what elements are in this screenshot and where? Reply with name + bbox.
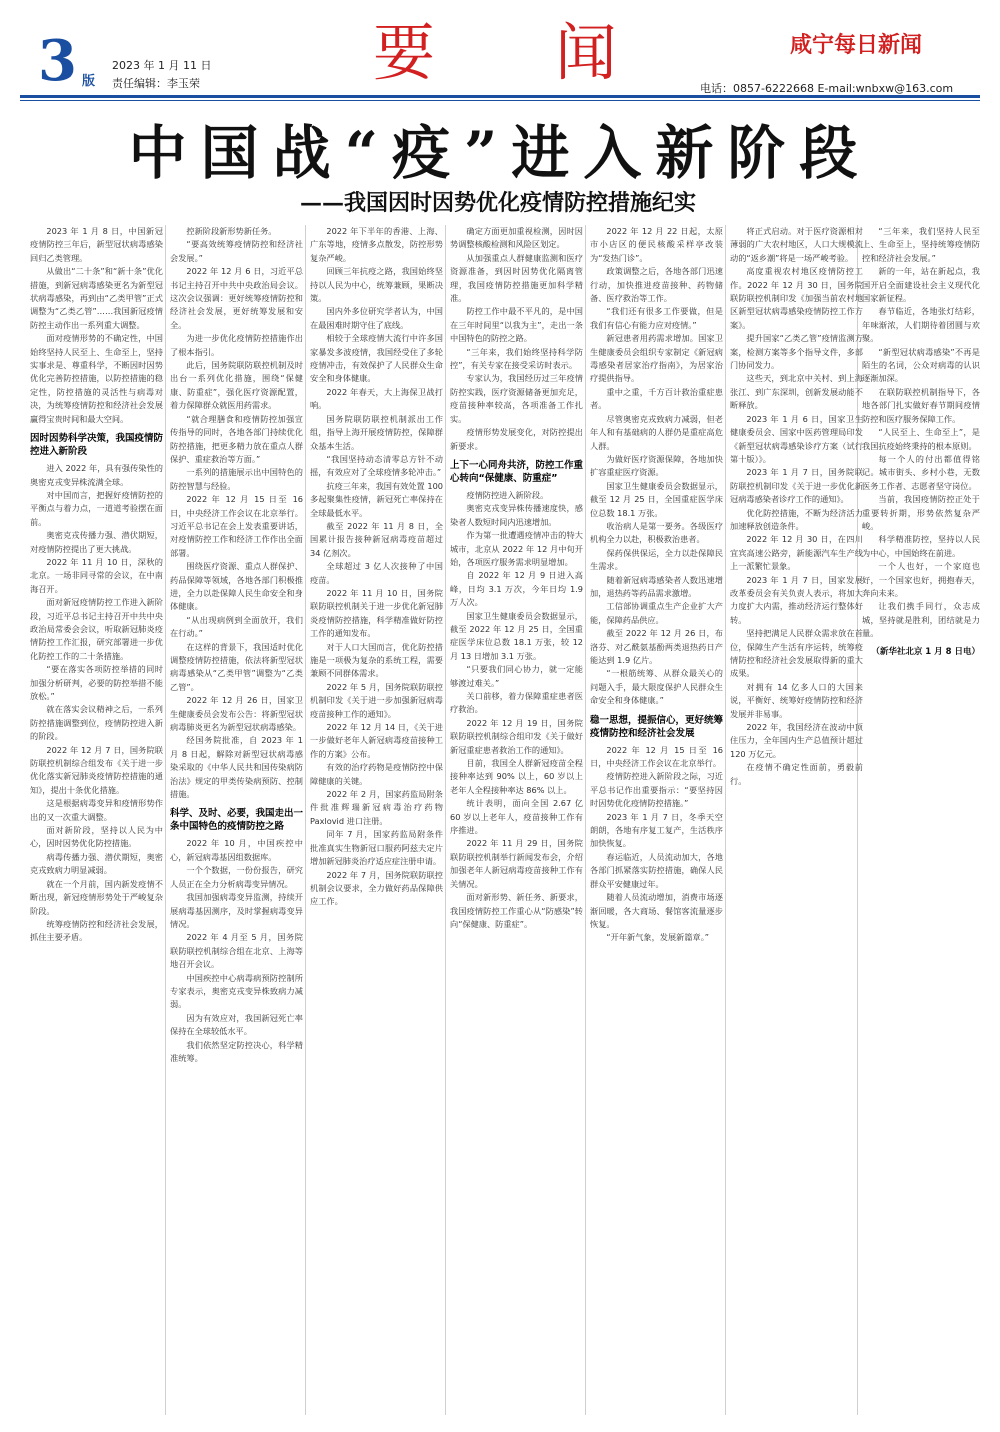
- paragraph: 面对新阶段，坚持以人民为中心，因时因势优化防控措施。: [30, 825, 163, 849]
- paragraph: 2022 年 11 月 10 日，深秋的北京。一场非同寻常的会议，在中南海召开。: [30, 556, 163, 594]
- paragraph: 2023 年 1 月 7 日，国家发展改革委员会有关负责人表示，将加大力度扩大内需，推动经济运行整体好转。: [730, 574, 863, 625]
- paragraph: 这些天，到北京中关村、到上海张江、到广东深圳，创新发展动能不断释放。: [730, 373, 863, 411]
- paragraph: 为做好医疗资源保障，各地加快扩容重症医疗资源。: [590, 453, 723, 478]
- paragraph: 2022 年 12 月 22 日起，太原市小店区的便民核酸采样亭改装为“发热门诊”。: [590, 226, 723, 263]
- paragraph: 国务院联防联控机制派出工作组，指导上海开展疫情防控，保障群众基本生活。: [310, 413, 443, 451]
- paragraph: 一个人也好，一个家庭也好，一个国家也好，拥抱春天，奔向未来。: [862, 561, 980, 598]
- paragraph: 在联防联控机制指导下，各地各部门扎实做好春节期间疫情防控和医疗服务保障工作。: [862, 386, 980, 424]
- section-heading: 上下一心同舟共济，防控工作重心转向“保健康、防重症”: [450, 459, 583, 484]
- publication-date: 2023 年 1 月 11 日: [112, 59, 212, 72]
- paragraph: “人民至上、生命至上”，是我国抗疫始终秉持的根本原则。: [862, 427, 980, 451]
- paragraph: 坚持把满足人民群众需求放在首位，保障生产生活有序运转，统筹疫情防控和经济社会发展取得新的重大成果。: [730, 628, 863, 679]
- paragraph: 新的一年，站在新起点，我国开启全面建设社会主义现代化国家新征程。: [862, 266, 980, 304]
- column-divider: [305, 225, 306, 1415]
- paragraph: 就在一个月前，国内新发疫情不断出现，新冠疫情形势处于严峻复杂阶段。: [30, 878, 163, 916]
- article-headline: 中国战“疫”进入新阶段: [128, 119, 872, 187]
- paragraph: 2022 年春天，大上海保卫战打响。: [310, 386, 443, 411]
- paragraph: 目前，我国全人群新冠疫苗全程接种率达到 90% 以上，60 岁以上老年人全程接种率达 86% 以上。: [450, 758, 583, 795]
- paragraph: 从加强重点人群健康监测和医疗资源准备，到因时因势优化隔离管理，我国疫情防控措施更加科学精准。: [450, 252, 583, 304]
- paragraph: 2022 年 12 月 6 日，习近平总书记主持召开中共中央政治局会议。这次会议强调：更好统筹疫情防控和经济社会发展，更好统筹发展和安全。: [170, 266, 303, 330]
- paragraph: 2022 年 2 月，国家药监局附条件批准辉瑞新冠病毒治疗药物 Paxlovid 进口注册。: [310, 789, 443, 826]
- section-title: 要闻: [372, 16, 737, 89]
- column-divider: [725, 225, 726, 1415]
- paragraph: “三年来，我们坚持人民至上、生命至上，坚持统筹疫情防控和经济社会发展。”: [862, 226, 980, 263]
- paragraph: 2022 年下半年的香港、上海、广东等地，疫情多点散发，防控形势复杂严峻。: [310, 226, 443, 263]
- paragraph: 一系列的措施展示出中国特色的防控智慧与经验。: [170, 467, 303, 491]
- paragraph: 对拥有 14 亿多人口的大国来说，平衡好、统筹好疫情防控和经济发展并非易事。: [730, 681, 863, 719]
- paragraph: 2022 年 12 月 14 日，《关于进一步做好老年人新冠病毒疫苗接种工作的方案》公布。: [310, 722, 443, 759]
- paragraph: 2022 年 11 月 10 日，国务院联防联控机制关于进一步优化新冠肺炎疫情防控措施，科学精准做好防控工作的通知发布。: [310, 587, 443, 639]
- paragraph: 这是根据病毒变异和疫情形势作出的又一次重大调整。: [30, 798, 163, 822]
- header-rule: [20, 95, 980, 98]
- article-column-5: [590, 225, 723, 1415]
- paragraph: “就合理膳食和疫情防控加强宣传指导的同时，各地各部门持续优化防控措施，把更多精力放在重点人群保护、重症救治等方面。”: [170, 413, 303, 464]
- paragraph: 国家卫生健康委员会数据显示，截至 2022 年 12 月 25 日，全国重症医学床位总数 18.1 万张，较 12 月 13 日增加 3.1 万张。: [450, 610, 583, 661]
- section-heading: 科学、及时、必要，我国走出一条中国特色的疫情防控之路: [170, 808, 303, 833]
- paragraph: 2023 年 1 月 7 日，冬季天空朗朗，各地有序复工复产，生活秩序加快恢复。: [590, 811, 723, 849]
- paragraph: 经国务院批准，自 2023 年 1 月 8 日起，解除对新型冠状病毒感染采取的《中华人民共和国传染病防治法》规定的甲类传染病预防、控制措施。: [170, 735, 303, 800]
- paragraph: 面对新冠疫情防控工作进入新阶段，习近平总书记主持召开中共中央政治局常委会会议，听取新冠肺炎疫情防控工作汇报，研究部署进一步优化防控工作的二十条措施。: [30, 597, 163, 661]
- paragraph: 2022 年 11 月 29 日，国务院联防联控机制举行新闻发布会，介绍加强老年人新冠病毒疫苗接种工作有关情况。: [450, 838, 583, 889]
- paragraph: “新型冠状病毒感染”不再是陌生的名词，公众对病毒的认识逐渐加深。: [862, 346, 980, 384]
- paragraph: 防控工作中最不平凡的，是中国在三年时间里“以我为主”，走出一条中国特色的防控之路。: [450, 306, 583, 344]
- paragraph: 将正式启动。对于医疗资源相对薄弱的广大农村地区，人口大规模流动的“返乡潮”将是一场严峻考验。: [730, 226, 863, 263]
- paragraph: 截至 2022 年 12 月 26 日，布洛芬、对乙酰氨基酚两类退热药日产能达到 1.9 亿片。: [590, 628, 723, 665]
- paragraph: 工信部协调重点生产企业扩大产能，保障药品供应。: [590, 601, 723, 625]
- paragraph: 2022 年 12 月 15 日至 16 日，中央经济工作会议在北京举行。: [590, 744, 723, 769]
- news-agency-credit: （新华社北京 1 月 8 日电）: [871, 646, 980, 657]
- paragraph: 收治病人是第一要务。各级医疗机构全力以赴，积极救治患者。: [590, 520, 723, 545]
- article-subheadline: ——我国因时因势优化疫情防控措施纪实: [300, 190, 697, 216]
- paragraph: “要在落实各项防控举措的同时加强分析研判，必要的防控举措不能放松。”: [30, 664, 163, 701]
- contact-info: 电话：0857-6222668 E-mail:wnbxw@163.com: [700, 82, 954, 95]
- paragraph: 关口前移，着力保障重症患者医疗救治。: [450, 691, 583, 715]
- article-column-1: [30, 225, 163, 1415]
- paragraph: 奥密克戎传播力强、潜伏期短，对疫情防控提出了更大挑战。: [30, 530, 163, 554]
- paragraph: 2022 年 10 月，中国疾控中心，新冠病毒基因组数据库。: [170, 838, 303, 862]
- article-column-6: [730, 225, 863, 1415]
- paragraph: 对于人口大国而言，优化防控措施是一项极为复杂的系统工程，需要兼顾不同群体需求。: [310, 641, 443, 679]
- paragraph: 疫情防控进入新阶段。: [466, 489, 549, 500]
- paragraph: 政策调整之后，各地各部门迅速行动，加快推进疫苗接种、药物储备、医疗救治等工作。: [590, 266, 723, 304]
- paragraph: 我们依然坚定防控决心，科学精准统筹。: [170, 1039, 303, 1063]
- paragraph: 高度重视农村地区疫情防控工作。2022 年 12 月 30 日，国务院联防联控机制印发《加强当前农村地区新型冠状病毒感染疫情防控工作方案》。: [730, 266, 863, 330]
- article-column-3: [310, 225, 443, 1415]
- paragraph: 科学精准防控，坚持以人民为中心，中国始终在前进。: [862, 534, 980, 558]
- paragraph: 相较于全球疫情大流行中许多国家暴发多波疫情，我国经受住了多轮疫情冲击，有效保护了人民群众生命安全和身体健康。: [310, 333, 443, 384]
- paragraph: 保药保供保运，全力以赴保障民生需求。: [590, 547, 723, 572]
- paragraph: 2022 年 12 月 30 日，在四川宜宾高速公路旁，新能源汽车生产线上一派繁忙景象。: [730, 534, 863, 572]
- paragraph: 面对新形势、新任务、新要求，我国疫情防控工作重心从“防感染”转向“保健康、防重症”。: [450, 892, 583, 929]
- paragraph: 全球超过 3 亿人次接种了中国疫苗。: [310, 561, 443, 585]
- paragraph: 控新阶段新形势新任务。: [186, 226, 277, 236]
- paragraph: 为进一步优化疫情防控措施作出了根本指引。: [170, 333, 303, 357]
- paragraph: 截至 2022 年 11 月 8 日，全国累计报告接种新冠病毒疫苗超过 34 亿剂次。: [310, 520, 443, 558]
- paragraph: 春节临近，各地张灯结彩，年味渐浓，人们期待着团圆与欢聚。: [862, 306, 980, 344]
- section-heading: 稳一思想，提振信心，更好统筹疫情防控和经济社会发展: [590, 714, 723, 739]
- column-divider: [445, 225, 446, 1415]
- paragraph: 从做出“二十条”和“新十条”优化措施，到新冠病毒感染更名为新型冠状病毒感染，再到由“乙类甲管”正式调整为“乙类乙管”……我国新冠疫情防控主动作出一系列重大调整。: [30, 266, 163, 330]
- paragraph: “要高效统筹疫情防控和经济社会发展。”: [170, 239, 303, 263]
- header-rule-thin: [20, 100, 980, 101]
- paragraph: “开年新气象，发展新篇章。”: [606, 932, 710, 943]
- paragraph: 国家卫生健康委员会数据显示，截至 12 月 25 日，全国重症医学床位总数 18.1 万张。: [590, 480, 723, 518]
- page-number-suffix: 版: [82, 74, 96, 89]
- paragraph: 统筹疫情防控和经济社会发展，抓住主要矛盾。: [30, 918, 163, 943]
- paragraph: 因为有效应对，我国新冠死亡率保持在全球较低水平。: [170, 1012, 303, 1037]
- paragraph: 2022 年 12 月 15 日至 16 日，中央经济工作会议在北京举行。习近平总书记在会上发表重要讲话，对疫情防控工作和经济工作作出全面部署。: [170, 494, 303, 558]
- paragraph: 2022 年 12 月 7 日，国务院联防联控机制综合组发布《关于进一步优化落实新冠肺炎疫情防控措施的通知》，提出十条优化措施。: [30, 744, 163, 795]
- paragraph: 有效的治疗药物是疫情防控中保障健康的关键。: [310, 762, 443, 786]
- paragraph: 2022 年 5 月，国务院联防联控机制印发《关于进一步加强新冠病毒疫苗接种工作的通知》。: [310, 681, 443, 719]
- paragraph: “从出现病例到全面放开，我们在行动。”: [170, 614, 303, 639]
- section-heading: 因时因势科学决策，我国疫情防控进入新阶段: [30, 433, 163, 458]
- paragraph: “只要我们同心协力，就一定能够渡过难关。”: [450, 664, 583, 688]
- column-divider: [165, 225, 166, 1415]
- paragraph: 就在落实会议精神之后，一系列防控措施调整到位，疫情防控进入新的阶段。: [30, 704, 163, 742]
- paragraph: 进入 2022 年，具有强传染性的奥密克戎变异株流满全球。: [30, 463, 163, 487]
- paragraph: 当前，我国疫情防控正处于重要转折期，形势依然复杂严峻。: [862, 494, 980, 531]
- paragraph: 春运临近，人员流动加大，各地各部门抓紧落实防控措施，确保人民群众平安健康过年。: [590, 851, 723, 889]
- paragraph: 重中之重，千方百计救治重症患者。: [590, 386, 723, 411]
- paragraph: 病毒传播力强、潜伏期短，奥密克戎致病力明显减弱。: [30, 851, 163, 876]
- paragraph: 围绕医疗资源、重点人群保护、药品保障等领域，各地各部门积极推进，全力以赴保障人民生命安全和身体健康。: [170, 561, 303, 612]
- paragraph: 让我们携手同行，众志成城，坚持就是胜利，团结就是力量。: [862, 601, 980, 639]
- article-column-7: [862, 225, 980, 1415]
- paragraph: 2022 年 4 月至 5 月，国务院联防联控机制综合组在北京、上海等地召开会议。: [170, 932, 303, 970]
- paragraph: 回顾三年抗疫之路，我国始终坚持以人民为中心，统筹兼顾，果断决策。: [310, 266, 443, 304]
- paragraph: 面对疫情形势的不确定性，中国始终坚持人民至上、生命至上，坚持实事求是、尊重科学，不断因时因势优化完善防控措施，以防控措施的稳定性，防控措施的灵活性与病毒对决，为统筹疫情防控和经济社会发展赢得宝贵时间和最大空间。: [30, 333, 163, 424]
- paragraph: 对中国而言，把握好疫情防控的平衡点与着力点，一道道考验摆在面前。: [30, 489, 163, 527]
- paragraph: “一根筋统筹、从群众最关心的问题入手，最大限度保护人民群众生命安全和身体健康。”: [590, 668, 723, 706]
- paragraph: 在这样的背景下，我国适时优化调整疫情防控措施，依法将新型冠状病毒感染从“乙类甲管”调整为“乙类乙管”。: [170, 641, 303, 692]
- paragraph: 尽管奥密克戎致病力减弱，但老年人和有基础病的人群仍是重症高危人群。: [590, 413, 723, 451]
- editor-credit: 责任编辑：李玉荣: [112, 77, 200, 90]
- paragraph: 奥密克戎变异株传播速度快，感染者人数短时间内迅速增加。: [450, 503, 583, 527]
- paragraph: 专家认为，我国经历过三年疫情防控实践，医疗资源储备更加充足，疫苗接种率较高，各项准备工作扎实。: [450, 373, 583, 424]
- paragraph: 随着人员流动增加，消费市场逐渐回暖，各大商场、餐馆客流量逐步恢复。: [590, 892, 723, 929]
- paragraph: 2022 年 12 月 19 日，国务院联防联控机制综合组印发《关于做好新冠重症患者救治工作的通知》。: [450, 717, 583, 755]
- paragraph: 每一个人的付出都值得铭记。城市街头、乡村小巷，无数医务工作者、志愿者坚守岗位。: [862, 453, 980, 491]
- paragraph: 自 2022 年 12 月 9 日进入高峰，日均 3.1 万次，今年日均 1.9 万人次。: [450, 570, 583, 608]
- article-column-4: [450, 225, 583, 1415]
- paragraph: 2023 年 1 月 6 日，国家卫生健康委员会、国家中医药管理局印发《新型冠状病毒感染诊疗方案（试行第十版）》。: [730, 413, 863, 464]
- paragraph: “我们还有很多工作要做，但是我们有信心有能力应对疫情。”: [590, 306, 723, 330]
- paragraph: 2023 年 1 月 8 日，中国新冠疫情防控三年后，新型冠状病毒感染回归乙类管理。: [30, 226, 163, 263]
- paragraph: 疫情形势发展变化，对防控提出新要求。: [450, 427, 583, 451]
- paragraph: 疫情防控进入新阶段之际，习近平总书记作出重要指示：“要坚持因时因势优化疫情防控措施。”: [590, 771, 723, 809]
- paragraph: 中国疾控中心病毒病预防控制所专家表示，奥密克戎变异株致病力减弱。: [170, 972, 303, 1010]
- paragraph: “三年来，我们始终坚持科学防控”，有关专家在接受采访时表示。: [450, 346, 583, 371]
- paragraph: 2022 年 7 月，国务院联防联控机制会议要求，全力做好药品保障供应工作。: [310, 869, 443, 907]
- paragraph: 在疫情不确定性面前，勇毅前行。: [730, 762, 863, 786]
- paragraph: 作为第一批遭遇疫情冲击的特大城市，北京从 2022 年 12 月中旬开始，各项医疗服务需求明显增加。: [450, 530, 583, 567]
- paragraph: 我国加强病毒变异监测，持续开展病毒基因测序，及时掌握病毒变异情况。: [170, 892, 303, 929]
- paragraph: 国内外多位研究学者认为，中国在最困难时期守住了底线。: [310, 306, 443, 330]
- paragraph: 优化防控措施，不断为经济活力加速释放创造条件。: [730, 507, 863, 531]
- paragraph: 一个个数据，一份份报告，研究人员正在全力分析病毒变异情况。: [170, 865, 303, 889]
- paragraph: 此后，国务院联防联控机制及时出台一系列优化措施，围绕“保健康、防重症”，强化医疗资源配置，着力保障群众就医用药需求。: [170, 360, 303, 411]
- paragraph: 随着新冠病毒感染者人数迅速增加，退热药等药品需求激增。: [590, 574, 723, 598]
- paragraph: 新冠患者用药需求增加。国家卫生健康委员会组织专家制定《新冠病毒感染者居家治疗指南》，为居家治疗提供指导。: [590, 333, 723, 384]
- paragraph: 统计表明，面向全国 2.67 亿 60 岁以上老年人，疫苗接种工作有序推进。: [450, 798, 583, 836]
- paragraph: 同年 7 月，国家药监局附条件批准真实生物新冠口服药阿兹夫定片增加新冠肺炎治疗适应症注册申请。: [310, 829, 443, 867]
- paragraph: 2022 年，我国经济在波动中顶住压力，全年国内生产总值预计超过 120 万亿元。: [730, 722, 863, 759]
- article-column-2: [170, 225, 303, 1415]
- paragraph: 确定方面更加重视检测，因时因势调整核酸检测和风险区划定。: [450, 226, 583, 250]
- column-divider: [585, 225, 586, 1415]
- paragraph: “我国坚持动态清零总方针不动摇，有效应对了全球疫情多轮冲击。”: [310, 453, 443, 478]
- page-number: 3: [38, 28, 77, 94]
- paragraph: 抗疫三年来，我国有效处置 100 多起聚集性疫情，新冠死亡率保持在全球最低水平。: [310, 480, 443, 518]
- newspaper-brand: 咸宁每日新闻: [790, 32, 923, 58]
- paragraph: 提升国家“乙类乙管”疫情监测方案，检测方案等多个指导文件，多部门协同发力。: [730, 333, 863, 371]
- paragraph: 2023 年 1 月 7 日，国务院联防联控机制印发《关于进一步优化新冠病毒感染者诊疗工作的通知》。: [730, 467, 863, 505]
- paragraph: 2022 年 12 月 26 日，国家卫生健康委员会发布公告：将新型冠状病毒肺炎更名为新型冠状病毒感染。: [170, 695, 303, 733]
